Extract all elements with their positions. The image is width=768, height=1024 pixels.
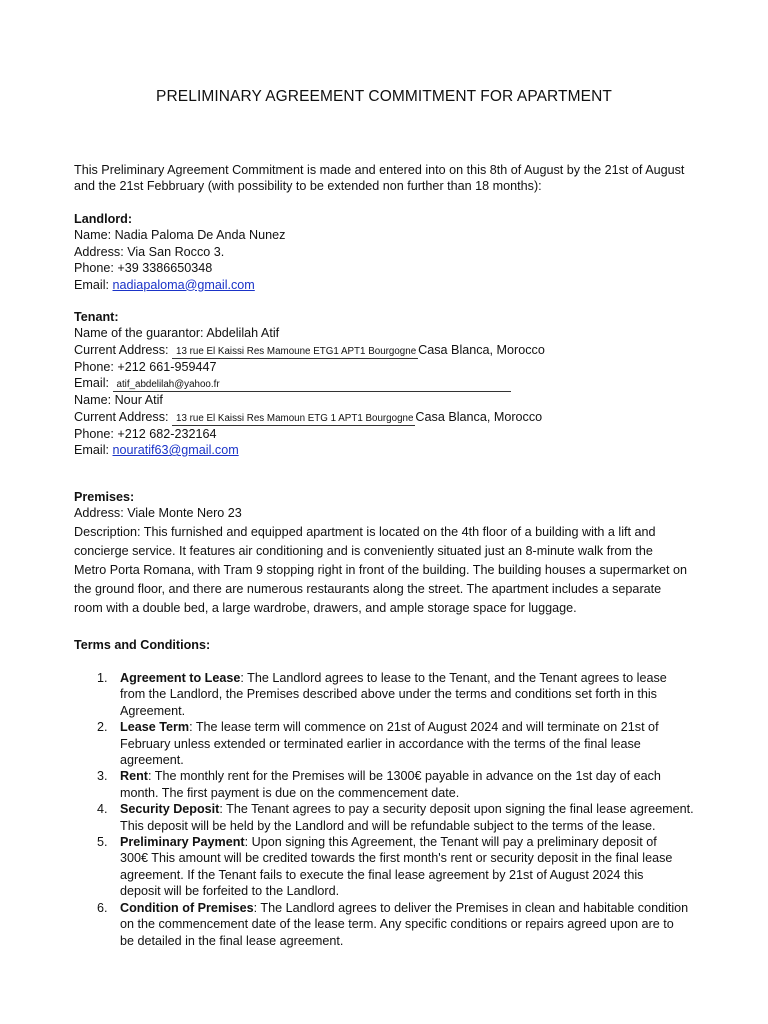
terms-list [74, 670, 698, 949]
premises-description [74, 523, 698, 618]
item-title: Security Deposit [120, 802, 220, 817]
item-text: from the Landlord, the Premises described above under the terms and conditions set forth in this [120, 687, 657, 702]
landlord-name: Name: Nadia Paloma De Anda Nunez [74, 228, 286, 243]
guarantor-email-label: Email: [74, 376, 113, 391]
document-title: PRELIMINARY AGREEMENT COMMITMENT FOR APARTMENT [156, 88, 612, 105]
item-text: : Upon signing this Agreement, the Tenant will pay a preliminary deposit of [244, 835, 657, 850]
item-title: Preliminary Payment [120, 835, 245, 850]
guarantor-address-city: Casa Blanca, Morocco [418, 342, 545, 357]
item-text: agreement. If the Tenant fails to execute the final lease agreement by 21st of August 2024 this [120, 867, 644, 882]
tenant-address-label: Current Address: [74, 409, 172, 424]
item-text: be detailed in the final lease agreement. [120, 933, 344, 948]
item-text: : The Landlord agrees to lease to the Tenant, and the Tenant agrees to lease [240, 671, 667, 685]
guarantor-name: Name of the guarantor: Abdelilah Atif [74, 326, 280, 341]
tenant-address-city: Casa Blanca, Morocco [415, 409, 543, 424]
item-text: February unless extended or terminated earlier in accordance with the terms of the final lease [120, 736, 641, 751]
item-number: 6. [97, 900, 108, 915]
premises-address: Address: Viale Monte Nero 23 [74, 506, 242, 521]
landlord-section [74, 211, 698, 293]
item-text: : The Tenant agrees to pay a security deposit upon signing the final lease agreement. [219, 802, 694, 817]
item-text: This deposit will be held by the Landlord and will be refundable subject to the terms of the lease. [120, 818, 656, 833]
premises-heading: Premises: [74, 490, 135, 504]
item-text: : The Landlord agrees to deliver the Premises in clean and habitable condition [253, 900, 689, 915]
tenant-heading: Tenant: [74, 310, 119, 324]
item-text: : The lease term will commence on 21st of August 2024 and will terminate on 21st of [189, 720, 659, 735]
tenant-address-field: 13 rue El Kaissi Res Mamoun ETG 1 APT1 Bourgogne [172, 413, 415, 426]
description-line: room with a double bed, a large wardrobe, drawers, and ample storage space for luggage. [74, 600, 577, 615]
terms-item [74, 834, 698, 900]
intro-line: This Preliminary Agreement Commitment is made and entered into on this 8th of August by the 21st of August [74, 163, 685, 177]
item-text: month. The first payment is due on the commencement date. [120, 785, 460, 800]
terms-heading: Terms and Conditions: [74, 638, 211, 652]
landlord-heading: Landlord: [74, 212, 133, 226]
premises-section [74, 489, 698, 618]
landlord-email-label: Email: [74, 277, 113, 292]
item-text: on the commencement date of the lease term. Any specific conditions or repairs agreed upon are to [120, 917, 674, 932]
landlord-address: Address: Via San Rocco 3. [74, 244, 225, 259]
tenant-phone: Phone: +212 682-232164 [74, 426, 217, 441]
terms-item [74, 670, 698, 719]
item-title: Agreement to Lease [120, 671, 241, 685]
item-number: 2. [97, 720, 108, 735]
guarantor-phone: Phone: +212 661-959447 [74, 359, 217, 374]
item-title: Rent [120, 769, 148, 784]
item-title: Condition of Premises [120, 900, 254, 915]
item-number: 1. [97, 671, 108, 685]
terms-item [74, 719, 698, 768]
item-text: Agreement. [120, 703, 186, 718]
description-line: the ground floor, and there are numerous restaurants along the street. The apartment includes a separate [74, 581, 662, 596]
description-line: Metro Porta Romana, with Tram 9 stopping right in front of the building. The building houses a supermarket on [74, 562, 687, 577]
item-number: 4. [97, 802, 108, 817]
terms-item [74, 768, 698, 801]
item-text: deposit will be forfeited to the Landlord. [120, 884, 340, 899]
tenant-section [74, 309, 698, 458]
landlord-phone: Phone: +39 3386650348 [74, 261, 213, 276]
item-text: : The monthly rent for the Premises will be 1300€ payable in advance on the 1st day of each [148, 769, 661, 784]
item-text: 300€ This amount will be credited towards the first month's rent or security deposit in the final lease [120, 851, 673, 866]
landlord-email-link[interactable]: nadiapaloma@gmail.com [112, 277, 255, 292]
tenant-name: Name: Nour Atif [74, 393, 163, 408]
intro-line: and the 21st Febbruary (with possibility to be extended non further than 18 months): [74, 179, 542, 194]
guarantor-email-field: atif_abdelilah@yahoo.fr [113, 379, 511, 392]
item-text: agreement. [120, 753, 184, 768]
item-number: 3. [97, 769, 108, 784]
item-number: 5. [97, 835, 108, 850]
item-title: Lease Term [120, 720, 190, 735]
tenant-email-label: Email: [74, 443, 113, 458]
terms-heading-block [74, 637, 698, 653]
guarantor-address-field: 13 rue El Kaissi Res Mamoune ETG1 APT1 Bourgogne [172, 346, 418, 359]
tenant-email-link[interactable]: nouratif63@gmail.com [112, 443, 239, 458]
terms-item [74, 801, 698, 834]
guarantor-address-label: Current Address: [74, 342, 172, 357]
description-line: Description: This furnished and equipped apartment is located on the 4th floor of a building with a lift and [74, 524, 656, 539]
terms-item [74, 900, 698, 949]
intro-paragraph [74, 162, 698, 195]
description-line: concierge service. It features air conditioning and is conveniently situated just an 8-minute walk from the [74, 543, 653, 558]
